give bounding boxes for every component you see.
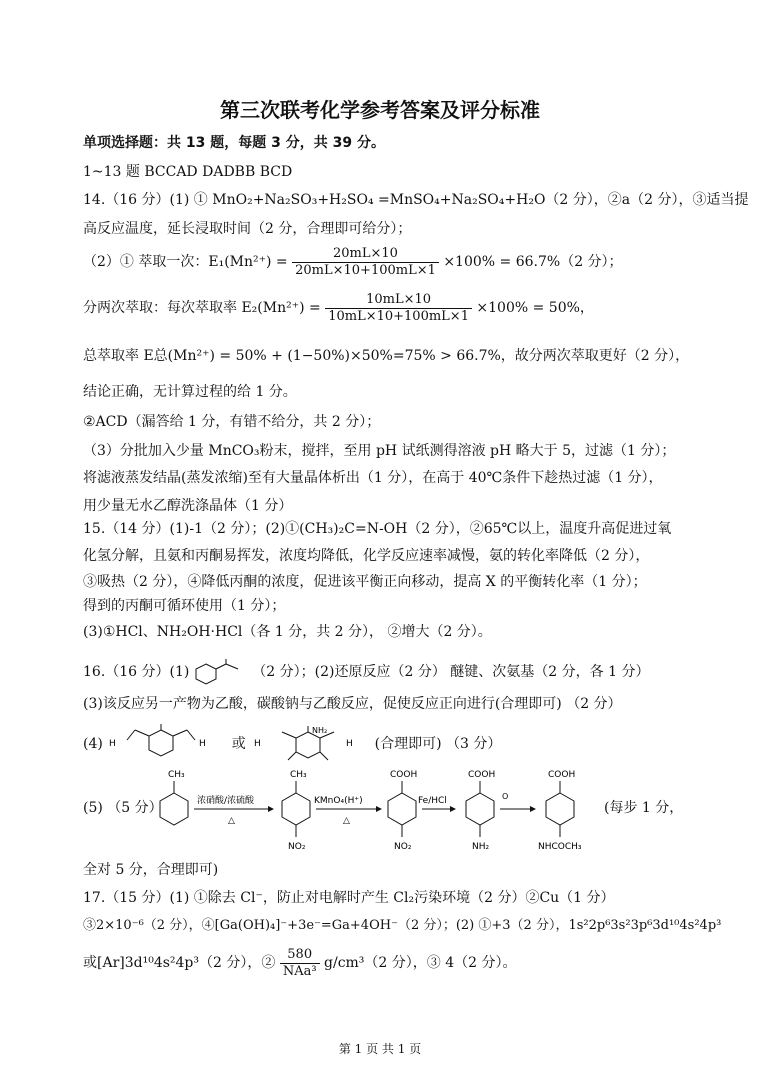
q14-line-8: （3）分批加入少量 MnCO₃粉末，搅拌，至用 pH 试纸测得溶液 pH 略大于 5，过滤（1 分）；	[83, 443, 676, 459]
q14-line-3	[83, 246, 623, 278]
q14-e1-denominator: 20mL×10+100mL×1	[295, 262, 436, 278]
q14-e2-label: 分两次萃取：每次萃取率 E₂(Mn²⁺) =	[83, 300, 321, 317]
reagent-2: KMnO₄(H⁺)	[314, 796, 363, 806]
q14-line-4	[83, 292, 594, 324]
q15-line-5: (3)①HCl、NH₂OH·HCl（各 1 分，共 2 分）， ②增大（2 分）。	[83, 624, 492, 640]
q16-part4-label: (4)	[83, 736, 103, 752]
q17-line-1: 17.（15 分）(1) ①除去 Cl⁻，防止对电解时产生 Cl₂污染环境（2 分）②Cu（1 分）	[83, 890, 615, 906]
q17-config-label: 或[Ar]3d¹⁰4s²4p³（2 分），②	[83, 955, 276, 972]
mc-answers: 1~13 题 BCCAD DADBB BCD	[83, 164, 293, 180]
dialdehyde-structure-2	[250, 724, 370, 764]
q17-line-2: ③2×10⁻⁶（2 分），④[Ga(OH)₄]⁻+3e⁻=Ga+4OH⁻（2 分）；(2) ①+3（2 分），1s²2p⁶3s²3p⁶3d¹⁰4s²4p³	[83, 918, 722, 933]
q16-line-1	[83, 659, 649, 685]
nh2-label: NH₂	[312, 726, 328, 735]
q15-line-3: ③吸热（2 分），④降低丙酮的浓度，促进该平衡正向移动，提高 X 的平衡转化率（1 分）；	[83, 574, 647, 590]
cooh-label-2: COOH	[468, 770, 496, 780]
h-label-4: H	[346, 739, 353, 749]
q14-line-2: 高反应温度，延长浸取时间（2 分，合理即可给分）；	[83, 221, 412, 237]
no2-label-1: NO₂	[288, 842, 306, 852]
cooh-label-3: COOH	[548, 770, 576, 780]
ch3-label-2: CH₃	[290, 770, 307, 780]
h-label-3: H	[254, 739, 261, 749]
q16-line-2: (3)该反应另一产物为乙酸，碳酸钠与乙酸反应，促使反应正向进行(合理即可) （2 分）	[83, 696, 622, 712]
h-label-1: H	[109, 739, 117, 749]
no2-label-2: NO₂	[394, 842, 412, 852]
nh2-label-2: NH₂	[472, 842, 490, 852]
q14-e2-result: ×100% = 50%，	[476, 300, 594, 317]
q14-line-1: 14.（16 分）(1) ① MnO₂+Na₂SO₃+H₂SO₄ =MnSO₄+Na₂SO₄+H₂O（2 分），②a（2 分），③适当提	[83, 192, 749, 208]
q15-line-1: 15.（14 分）(1)-1（2 分）；(2)①(CH₃)₂C=N-OH（2 分），②65℃以上，温度升高促进过氧	[83, 521, 672, 537]
q15-line-2: 化氢分解，且氨和丙酮易挥发，浓度均降低，化学反应速率减慢，氨的转化率降低（2 分），	[83, 548, 650, 564]
q14-line-6: 结论正确，无计算过程的给 1 分。	[83, 384, 297, 400]
q16-part5-note: (每步 1 分，	[604, 800, 684, 816]
q14-e2-fraction	[325, 292, 472, 324]
q15-line-4: 得到的丙酮可循环使用（1 分）；	[83, 598, 286, 614]
q14-e2-numerator: 10mL×10	[325, 292, 472, 309]
reagent-1: 浓硝酸/浓硫酸	[197, 796, 255, 806]
q16-part4-rest: (合理即可) （3 分）	[374, 736, 502, 752]
synthesis-route-diagram	[150, 765, 600, 857]
q16-part5-label: (5) （5 分）	[83, 800, 163, 816]
section-header-mc: 单项选择题：共 13 题，每题 3 分，共 39 分。	[83, 135, 385, 151]
reagent-1-cond: △	[228, 816, 235, 826]
anhydride-o-label: O	[502, 792, 509, 801]
cooh-label-1: COOH	[390, 770, 418, 780]
q17-density-numerator: 580	[280, 947, 320, 964]
q16-line-3	[83, 724, 501, 764]
q16-line-5: 全对 5 分，合理即可)	[83, 862, 219, 878]
q14-e1-result: ×100% = 66.7%（2 分）；	[443, 254, 623, 271]
q14-e1-label: （2）① 萃取一次：E₁(Mn²⁺) =	[83, 254, 288, 271]
q17-line-3	[83, 947, 517, 979]
q17-density-denominator: NAa³	[282, 963, 317, 979]
page-title: 第三次联考化学参考答案及评分标准	[220, 98, 540, 122]
nhac-label: NHCOCH₃	[538, 842, 582, 852]
reagent-2-cond: △	[343, 816, 350, 826]
q14-e2-denominator: 10mL×10+100mL×1	[328, 308, 469, 324]
dialdehyde-structure-1	[107, 724, 227, 764]
q16-part1-label: 16.（16 分）(1)	[83, 664, 190, 680]
ch3-label-1: CH₃	[168, 770, 185, 780]
page-footer: 第 1 页 共 1 页	[338, 1042, 422, 1056]
q14-line-10: 用少量无水乙醇洗涤晶体（1 分）	[83, 498, 293, 514]
h-label-2: H	[199, 739, 207, 749]
acetophenone-structure	[194, 659, 248, 685]
q16-part1-rest: （2 分）；(2)还原反应（2 分） 醚键、次氨基（2 分，各 1 分）	[252, 664, 650, 680]
q14-line-7: ②ACD（漏答给 1 分，有错不给分，共 2 分）；	[83, 414, 381, 430]
q14-line-5: 总萃取率 E总(Mn²⁺) = 50% + (1−50%)×50%=75% > 66.7%，故分两次萃取更好（2 分），	[83, 348, 690, 364]
reagent-3: Fe/HCl	[418, 796, 447, 806]
q14-line-9: 将滤液蒸发结晶(蒸发浓缩)至有大量晶体析出（1 分），在高于 40℃条件下趁热过滤（1 分），	[83, 470, 663, 486]
q17-density-rest: g/cm³（2 分），③ 4（2 分）。	[324, 955, 517, 972]
q16-or: 或	[231, 736, 246, 752]
q14-e1-fraction	[292, 246, 439, 278]
q17-density-fraction	[280, 947, 320, 979]
q14-e1-numerator: 20mL×10	[292, 246, 439, 263]
